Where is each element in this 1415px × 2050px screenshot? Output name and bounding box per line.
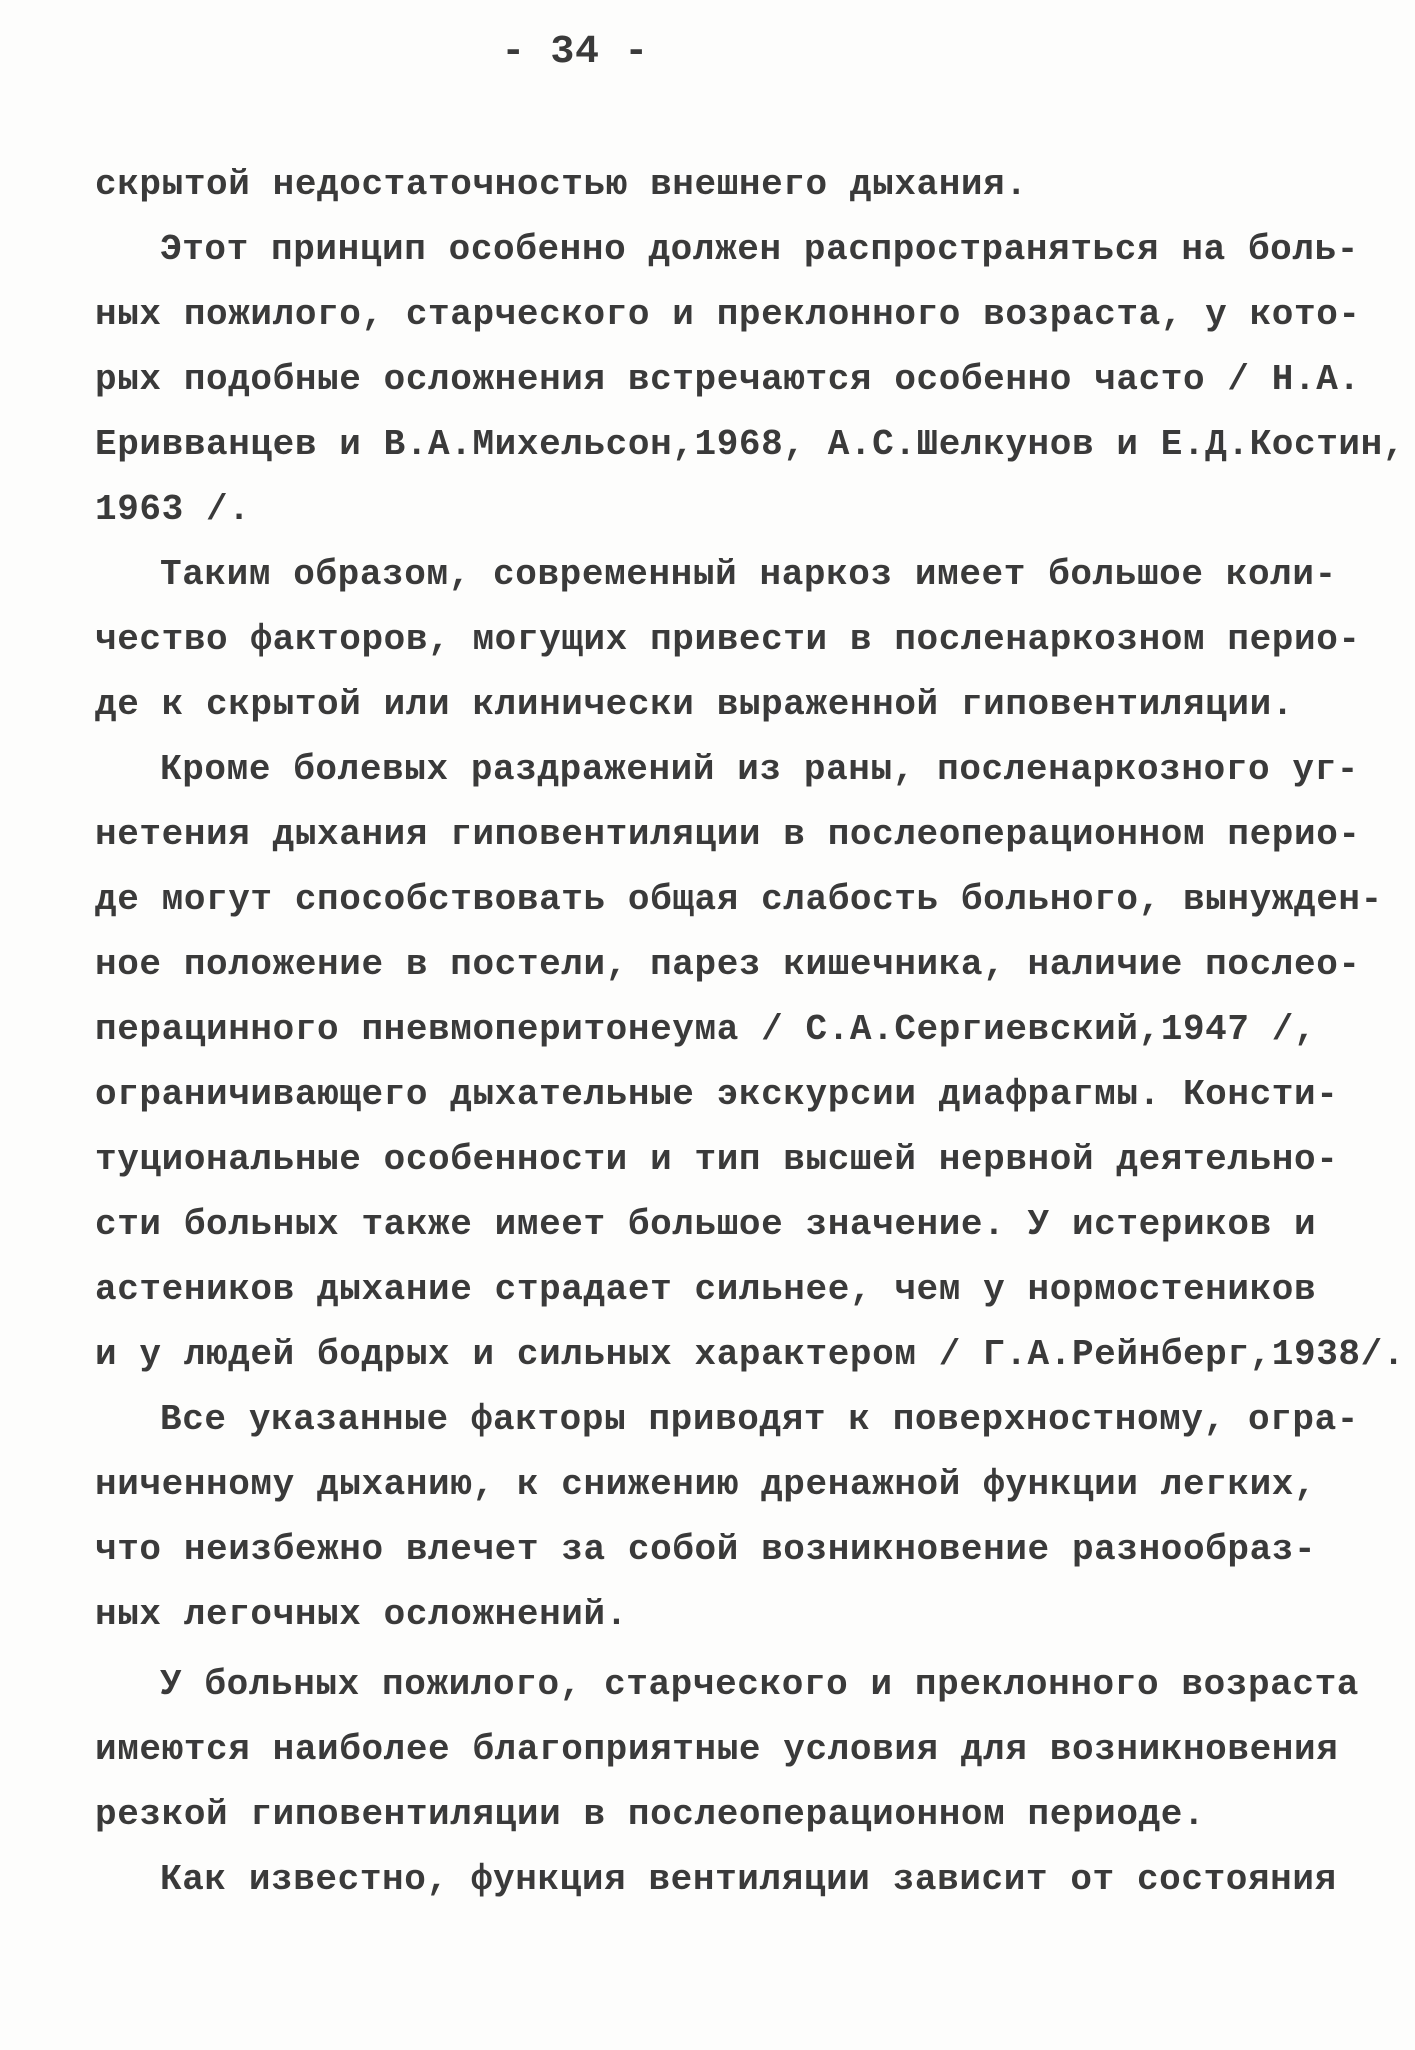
text-line: де могут способствовать общая слабость больного, вынужден- xyxy=(95,879,1383,920)
text-line: ограничивающего дыхательные экскурсии диафрагмы. Консти- xyxy=(95,1074,1339,1115)
paragraph-first-line: Таким образом, современный наркоз имеет большое коли- xyxy=(160,554,1337,595)
text-line: де к скрытой или клинически выраженной гиповентиляции. xyxy=(95,684,1294,725)
paragraph-first-line: Все указанные факторы приводят к поверхностному, огра- xyxy=(160,1399,1359,1440)
text-line: ных пожилого, старческого и преклонного возраста, у кото- xyxy=(95,294,1361,335)
paragraph-first-line: Кроме болевых раздражений из раны, посленаркозного уг- xyxy=(160,749,1359,790)
text-line: Еривванцев и В.А.Михельсон,1968, А.С.Шелкунов и Е.Д.Костин, xyxy=(95,424,1406,465)
text-line: сти больных также имеет большое значение. У истериков и xyxy=(95,1204,1317,1245)
text-line: ное положение в постели, парез кишечника, наличие послео- xyxy=(95,944,1361,985)
paragraph-first-line: У больных пожилого, старческого и преклонного возраста xyxy=(160,1664,1359,1705)
text-line: имеются наиболее благоприятные условия для возникновения xyxy=(95,1729,1339,1770)
text-line: что неизбежно влечет за собой возникновение разнообраз- xyxy=(95,1529,1317,1570)
text-line: перацинного пневмоперитонеума / С.А.Сергиевский,1947 /, xyxy=(95,1009,1317,1050)
text-line: рых подобные осложнения встречаются особенно часто / Н.А. xyxy=(95,359,1361,400)
text-line: ных легочных осложнений. xyxy=(95,1594,628,1635)
paragraph-first-line: Как известно, функция вентиляции зависит от состояния xyxy=(160,1859,1337,1900)
text-line: чество факторов, могущих привести в посленаркозном перио- xyxy=(95,619,1361,660)
text-line: туциональные особенности и тип высшей нервной деятельно- xyxy=(95,1139,1339,1180)
paragraph-first-line: Этот принцип особенно должен распространяться на боль- xyxy=(160,229,1359,270)
text-line: скрытой недостаточностью внешнего дыхания. xyxy=(95,164,1028,205)
text-line: астеников дыхание страдает сильнее, чем у нормостеников xyxy=(95,1269,1317,1310)
text-line: нетения дыхания гиповентиляции в послеоперационном перио- xyxy=(95,814,1361,855)
text-line: и у людей бодрых и сильных характером / Г.А.Рейнберг,1938/. xyxy=(95,1334,1406,1375)
text-line: ниченному дыханию, к снижению дренажной функции легких, xyxy=(95,1464,1317,1505)
text-line: 1963 /. xyxy=(95,489,251,530)
text-line: резкой гиповентиляции в послеоперационном периоде. xyxy=(95,1794,1206,1835)
page-number: - 34 - xyxy=(501,30,649,75)
